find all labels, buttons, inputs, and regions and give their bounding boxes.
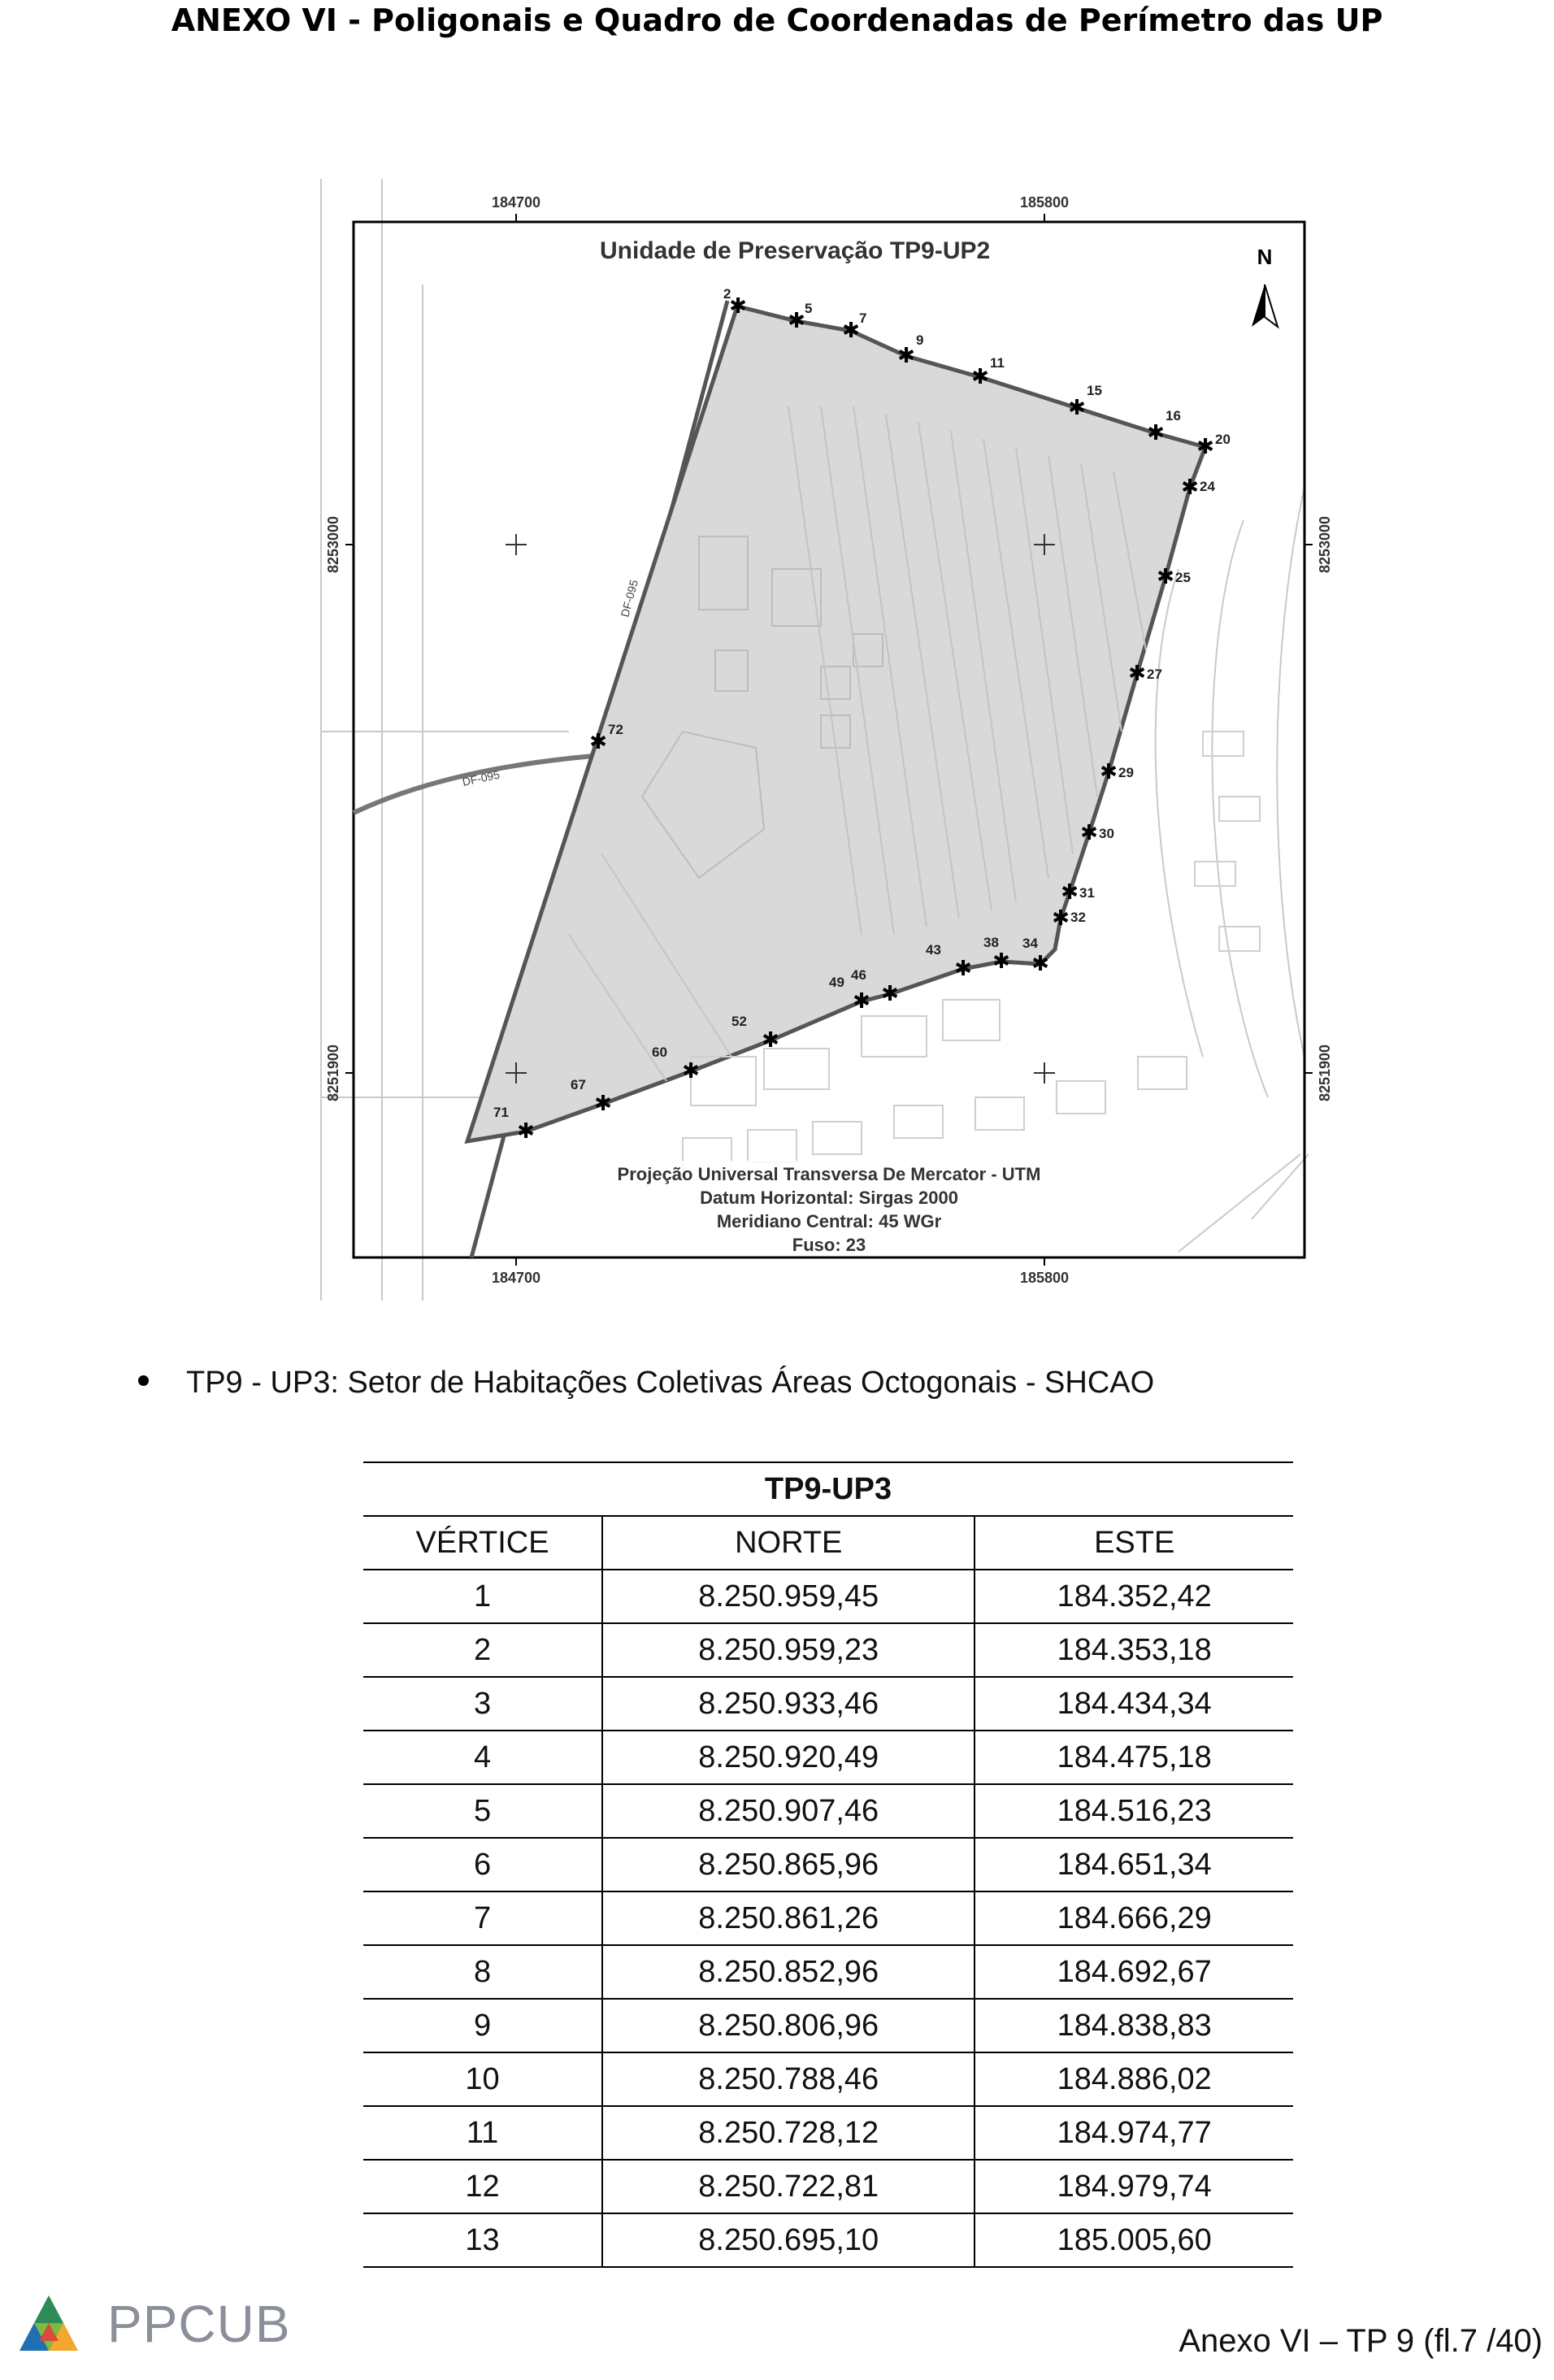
- vertex-label: 2: [723, 286, 731, 302]
- grid-label-right-lower: 8251900: [1317, 1044, 1333, 1102]
- este-cell: 184.475,18: [975, 1731, 1293, 1784]
- norte-cell: 8.250.959,23: [602, 1623, 975, 1677]
- vertex-marker-icon: ✱: [1100, 760, 1118, 784]
- este-cell: 184.886,02: [975, 2052, 1293, 2106]
- vertice-cell: 8: [363, 1945, 602, 1999]
- table-header-vertice: VÉRTICE: [363, 1516, 602, 1570]
- vertice-cell: 11: [363, 2106, 602, 2160]
- este-cell: 184.666,29: [975, 1891, 1293, 1945]
- vertex-label: 43: [926, 942, 941, 958]
- norte-cell: 8.250.865,96: [602, 1838, 975, 1891]
- north-label: N: [1257, 245, 1273, 269]
- vertice-cell: 13: [363, 2213, 602, 2267]
- table-row: [363, 1570, 1293, 1623]
- vertex-label: 15: [1087, 383, 1102, 398]
- vertex-label: 20: [1215, 432, 1231, 447]
- vertex-label: 16: [1166, 408, 1181, 423]
- vertex-label: 7: [859, 311, 867, 326]
- grid-label-top-right: 185800: [1019, 194, 1070, 211]
- vertex-marker-icon: ✱: [1080, 821, 1098, 845]
- norte-cell: 8.250.788,46: [602, 2052, 975, 2106]
- road-label-2: DF-095: [461, 767, 501, 788]
- este-cell: 184.979,74: [975, 2160, 1293, 2213]
- table-header-este: ESTE: [975, 1516, 1293, 1570]
- este-cell: 184.353,18: [975, 1623, 1293, 1677]
- vertex-marker-icon: ✱: [517, 1119, 535, 1144]
- vertex-label: 32: [1070, 910, 1086, 925]
- north-arrow-icon: [1252, 284, 1278, 327]
- norte-cell: 8.250.806,96: [602, 1999, 975, 2052]
- vertex-label: 24: [1200, 479, 1215, 494]
- vertex-marker-icon: ✱: [1052, 906, 1070, 931]
- vertex-marker-icon: ✱: [589, 730, 607, 754]
- vertice-cell: 7: [363, 1891, 602, 1945]
- vertex-marker-icon: ✱: [1196, 435, 1214, 459]
- vertex-label: 52: [731, 1014, 747, 1029]
- norte-cell: 8.250.920,49: [602, 1731, 975, 1784]
- norte-cell: 8.250.907,46: [602, 1784, 975, 1838]
- vertex-label: 67: [571, 1077, 586, 1092]
- table-row: [363, 2160, 1293, 2213]
- vertex-marker-icon: ✱: [1181, 476, 1199, 500]
- footer-brand: PPCUB: [107, 2295, 291, 2353]
- projection-line-4: Fuso: 23: [792, 1235, 866, 1255]
- table-title: TP9-UP3: [363, 1462, 1293, 1516]
- vertex-marker-icon: ✱: [853, 989, 870, 1014]
- vertex-label: 29: [1118, 765, 1134, 780]
- table-row: [363, 1838, 1293, 1891]
- page-title: ANEXO VI - Poligonais e Quadro de Coordenadas de Perímetro das UP: [171, 2, 1383, 38]
- este-cell: 184.352,42: [975, 1570, 1293, 1623]
- vertex-marker-icon: ✱: [1157, 565, 1174, 589]
- vertex-label: 60: [652, 1045, 667, 1060]
- footer-page-ref: Anexo VI – TP 9 (fl.7 /40): [1179, 2323, 1543, 2359]
- este-cell: 184.692,67: [975, 1945, 1293, 1999]
- vertex-label: 46: [851, 967, 866, 983]
- table-row: [363, 1999, 1293, 2052]
- vertex-marker-icon: ✱: [1147, 421, 1165, 445]
- vertex-label: 31: [1079, 885, 1095, 901]
- vertex-marker-icon: ✱: [1031, 952, 1049, 976]
- vertex-marker-icon: ✱: [881, 982, 899, 1006]
- grid-label-right-upper: 8253000: [1317, 515, 1333, 574]
- grid-label-top-left: 184700: [491, 194, 541, 211]
- vertex-marker-icon: ✱: [842, 319, 860, 343]
- section-bullet: [138, 1366, 1154, 1401]
- este-cell: 184.516,23: [975, 1784, 1293, 1838]
- coordinates-table: [363, 1461, 1293, 2268]
- table-row: [363, 2052, 1293, 2106]
- norte-cell: 8.250.852,96: [602, 1945, 975, 1999]
- table-row: [363, 2213, 1293, 2267]
- vertex-marker-icon: ✱: [594, 1092, 612, 1116]
- vertex-label: 71: [493, 1105, 509, 1120]
- vertex-label: 38: [983, 935, 999, 950]
- vertice-cell: 1: [363, 1570, 602, 1623]
- norte-cell: 8.250.861,26: [602, 1891, 975, 1945]
- vertex-label: 27: [1147, 667, 1162, 682]
- table-header-norte: NORTE: [602, 1516, 975, 1570]
- vertex-label: 49: [829, 975, 844, 990]
- vertice-cell: 10: [363, 2052, 602, 2106]
- norte-cell: 8.250.728,12: [602, 2106, 975, 2160]
- vertex-marker-icon: ✱: [954, 957, 972, 981]
- table-row: [363, 1623, 1293, 1677]
- table-row: [363, 1677, 1293, 1731]
- norte-cell: 8.250.933,46: [602, 1677, 975, 1731]
- vertice-cell: 9: [363, 1999, 602, 2052]
- projection-line-2: Datum Horizontal: Sirgas 2000: [700, 1188, 958, 1208]
- table-row: [363, 1784, 1293, 1838]
- vertex-label: 34: [1022, 936, 1038, 951]
- table-row: [363, 2106, 1293, 2160]
- table-row: [363, 1891, 1293, 1945]
- table-body: [363, 1570, 1293, 2267]
- bullet-icon: [138, 1375, 149, 1386]
- table-row: [363, 1945, 1293, 1999]
- polygon-map: [309, 175, 1341, 1305]
- map-title: Unidade de Preservação TP9-UP2: [600, 237, 991, 264]
- road-label-1: DF-095: [618, 578, 640, 619]
- grid-label-left-upper: 8253000: [325, 515, 341, 574]
- projection-line-3: Meridiano Central: 45 WGr: [716, 1211, 942, 1231]
- vertex-label: 5: [805, 301, 813, 316]
- vertex-marker-icon: ✱: [1061, 880, 1079, 905]
- vertice-cell: 2: [363, 1623, 602, 1677]
- vertice-cell: 5: [363, 1784, 602, 1838]
- grid-label-bottom-right: 185800: [1019, 1270, 1070, 1286]
- este-cell: 184.434,34: [975, 1677, 1293, 1731]
- vertice-cell: 4: [363, 1731, 602, 1784]
- este-cell: 185.005,60: [975, 2213, 1293, 2267]
- table-row: [363, 1731, 1293, 1784]
- norte-cell: 8.250.722,81: [602, 2160, 975, 2213]
- vertex-marker-icon: ✱: [729, 294, 747, 319]
- ppcub-logo-icon: [16, 2292, 81, 2357]
- grid-label-bottom-left: 184700: [491, 1270, 541, 1286]
- vertex-marker-icon: ✱: [897, 344, 915, 368]
- vertex-marker-icon: ✱: [762, 1028, 779, 1053]
- vertex-label: 25: [1175, 570, 1191, 585]
- vertex-label: 9: [916, 332, 924, 348]
- este-cell: 184.974,77: [975, 2106, 1293, 2160]
- vertex-label: 72: [608, 722, 623, 737]
- este-cell: 184.651,34: [975, 1838, 1293, 1891]
- vertex-marker-icon: ✱: [1068, 396, 1086, 420]
- vertex-marker-icon: ✱: [682, 1059, 700, 1084]
- vertice-cell: 12: [363, 2160, 602, 2213]
- vertice-cell: 6: [363, 1838, 602, 1891]
- grid-label-left-lower: 8251900: [325, 1044, 341, 1102]
- projection-line-1: Projeção Universal Transversa De Mercator - UTM: [617, 1164, 1041, 1184]
- vertex-marker-icon: ✱: [1128, 662, 1146, 686]
- norte-cell: 8.250.959,45: [602, 1570, 975, 1623]
- vertex-marker-icon: ✱: [992, 949, 1010, 974]
- map-svg: [309, 175, 1341, 1305]
- map-polygon: [467, 306, 1205, 1141]
- vertex-label: 30: [1099, 826, 1114, 841]
- vertice-cell: 3: [363, 1677, 602, 1731]
- este-cell: 184.838,83: [975, 1999, 1293, 2052]
- vertex-marker-icon: ✱: [788, 309, 805, 333]
- section-bullet-text: TP9 - UP3: Setor de Habitações Coletivas Áreas Octogonais - SHCAO: [186, 1366, 1155, 1400]
- vertex-marker-icon: ✱: [971, 365, 989, 389]
- norte-cell: 8.250.695,10: [602, 2213, 975, 2267]
- vertex-label: 11: [990, 355, 1005, 371]
